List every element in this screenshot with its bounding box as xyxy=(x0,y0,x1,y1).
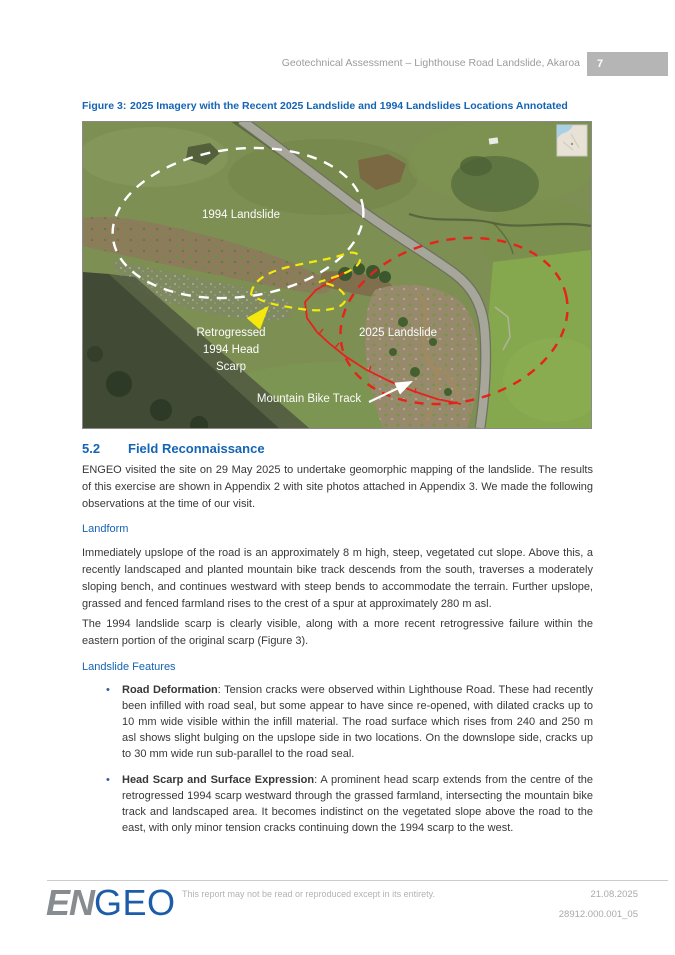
inset-map xyxy=(557,125,587,156)
figure-caption-text: 2025 Imagery with the Recent 2025 Landslide and 1994 Landslides Locations Annotated xyxy=(130,100,568,112)
landform-paragraph-2: The 1994 landslide scarp is clearly visible, along with a more recent retrogressive failure within the eastern portion of the original scarp (Figure 3). xyxy=(82,618,593,647)
label-retrogressed-3: Scarp xyxy=(215,361,247,373)
page-number: 7 xyxy=(597,58,604,70)
aerial-image xyxy=(83,122,591,428)
label-bike-track: Mountain Bike Track xyxy=(256,393,362,405)
page-header-title: Geotechnical Assessment – Lighthouse Road Landslide, Akaroa xyxy=(281,57,580,69)
engeo-logo xyxy=(46,884,176,922)
label-retrogressed-1: Retrogressed xyxy=(196,327,266,339)
bullet-text: : A prominent head scarp extends from the centre of the retrogressed 1994 scarp westward through the grassed farmland, intersecting the mountain bike track and landscaped area. It becomes indistinct on the vegetated slope above the road to the east, with only minor tension cracks continuing down the 1994 scarp to the west. xyxy=(122,774,593,834)
subheading-landslide-features: Landslide Features xyxy=(82,661,176,673)
footer-doc-number: 28912.000.001_05 xyxy=(558,909,638,920)
label-retrogressed-2: 1994 Head xyxy=(202,344,260,356)
aerial-imagery-figure xyxy=(82,121,592,429)
bullet-marker: • xyxy=(106,774,110,786)
bullet-lead: Road Deformation xyxy=(122,684,218,696)
intro-paragraph: ENGEO visited the site on 29 May 2025 to undertake geomorphic mapping of the landslide. The results of this exercise are shown in Appendix 2 with site photos attached in Appendix 3. We made the following observations at the time of our visit. xyxy=(82,464,593,510)
page-number-badge xyxy=(587,52,668,76)
label-1994-landslide: 1994 Landslide xyxy=(201,209,281,221)
section-title: Field Reconnaissance xyxy=(128,441,265,456)
label-2025-landslide: 2025 Landslide xyxy=(358,327,438,339)
figure-caption xyxy=(82,100,593,112)
bullet-text: : Tension cracks were observed within Lighthouse Road. These had recently been infilled with road seal, but some appear to have since re-opened, with dilated cracks up to 10 mm wide visible within the infill material. The road surface which rises from 240 and 250 m asl shows slight bulging on the upslope side in two locations. On the downslope side, cracks up to 30 mm wide run sub-parallel to the road seal. xyxy=(122,684,593,760)
footer-divider xyxy=(47,880,668,881)
bullet-lead: Head Scarp and Surface Expression xyxy=(122,774,315,786)
engeo-logo-en: EN xyxy=(46,882,95,923)
section-number: 5.2 xyxy=(82,441,101,456)
engeo-logo-geo: GEO xyxy=(94,882,176,923)
landform-paragraph-1: Immediately upslope of the road is an approximately 8 m high, steep, vegetated cut slope. Above this, a recently landscaped and planted mountain bike track descends from the south, traverses a moderately sloping bench, and continues westward with steep bends to accommodate the terrain. Further upslope, grassed and fenced farmland rises to the crest of a spur at approximately 280 m asl. xyxy=(82,547,593,610)
footer-date: 21.08.2025 xyxy=(590,889,638,900)
figure-caption-label: Figure 3: xyxy=(82,100,127,112)
bullet-marker: • xyxy=(106,684,110,696)
section-heading xyxy=(82,441,265,456)
bullet-road-deformation xyxy=(106,682,593,762)
bullet-head-scarp xyxy=(106,772,593,836)
subheading-landform: Landform xyxy=(82,523,129,535)
footer-disclaimer: This report may not be read or reproduced except in its entirety. xyxy=(182,889,435,899)
